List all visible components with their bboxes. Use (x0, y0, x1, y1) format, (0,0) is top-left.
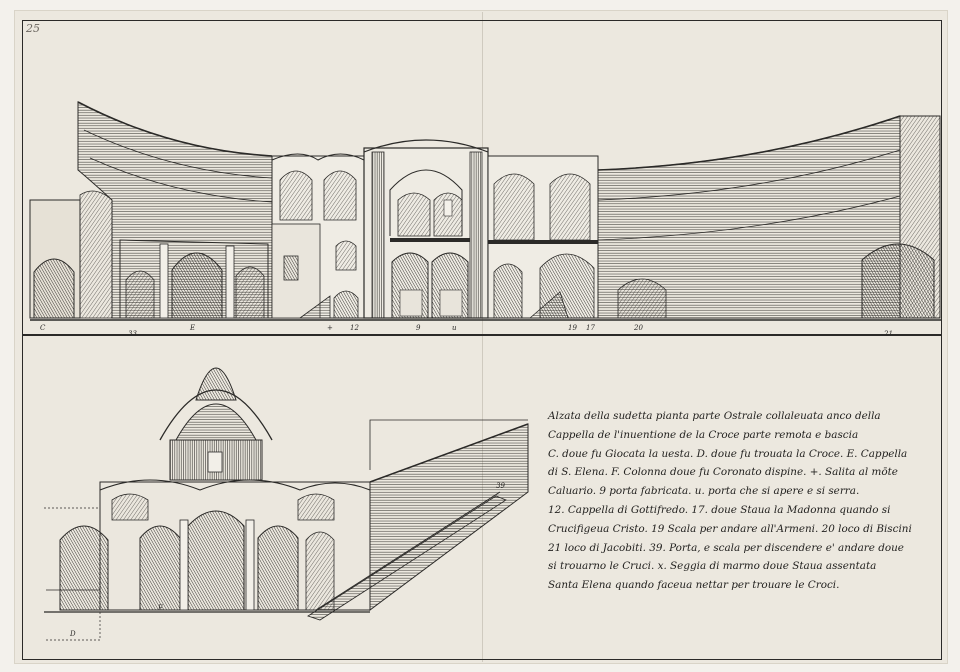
label-e-bottom: E (158, 604, 164, 612)
caption-line: 12. Cappella di Gottifredo. 17. doue Staua la Madonna quando si (548, 503, 891, 516)
caption-line: si trouarno le Cruci. x. Seggia di marmo doue Staua assentata (548, 560, 877, 573)
top-section-labels (40, 324, 893, 338)
label-17: 17 (586, 324, 595, 332)
caption-text (548, 407, 943, 595)
label-d: D (70, 630, 76, 638)
caption-line: Caluario. 9 porta fabricata. u. porta che si apere e si serra. (548, 485, 860, 498)
caption-line: C. doue fu Giocata la uesta. D. doue fu trouata la Croce. E. Cappella (548, 447, 908, 460)
label-19: 19 (568, 324, 577, 332)
label-9: 9 (416, 324, 421, 332)
caption-line: Santa Elena quando faceua nettar per trouare le Croci. (548, 579, 840, 592)
label-12: 12 (350, 324, 359, 332)
caption-line: di S. Elena. F. Colonna doue fu Coronato dispine. +. Salita al mōte (548, 466, 898, 479)
caption-line: Cappella de l'inuentione de la Croce parte remota e bascia (548, 428, 859, 441)
top-elevation (30, 102, 942, 320)
caption-line: 21 loco di Jacobiti. 39. Porta, e scala per discendere e' andare doue (548, 541, 904, 554)
bottom-section (44, 368, 528, 640)
label-20: 20 (634, 324, 643, 332)
page-number: 25 (26, 22, 40, 35)
label-39: 39 (496, 482, 505, 490)
label-33: 33 (128, 330, 137, 338)
label-c: C (40, 324, 46, 332)
label-u: u (452, 324, 457, 332)
caption-line: Alzata della sudetta pianta parte Ostrale collaleuata anco della (548, 410, 881, 422)
label-e: E (190, 324, 196, 332)
caption-line: Crucifigeua Cristo. 19 Scala per andare all'Armeni. 20 loco di Biscini (548, 522, 912, 535)
label-plus: + (327, 324, 333, 332)
label-21: 21 (884, 330, 893, 338)
